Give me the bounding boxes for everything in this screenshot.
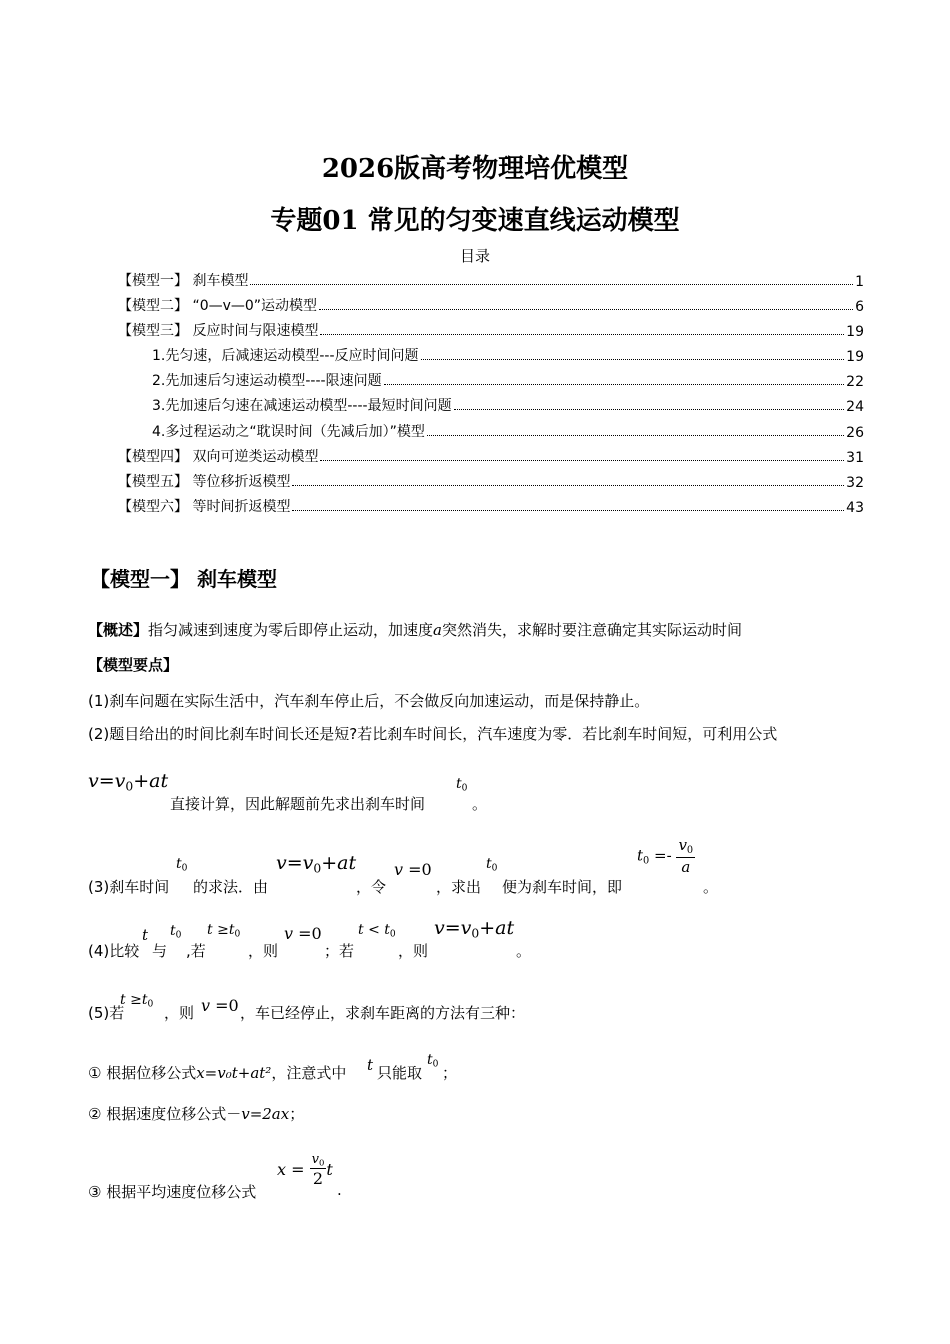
toc-page-number: 1 xyxy=(855,274,864,290)
toc-entry-5[interactable] xyxy=(118,471,864,491)
point-3-text: 的求法．由 xyxy=(193,878,269,896)
toc-page-number: 19 xyxy=(846,349,864,365)
point-2-continued: 直接计算，因此解题前先求出刹车时间 xyxy=(170,795,426,813)
toc-entry-1[interactable] xyxy=(118,270,864,290)
toc-page-number: 31 xyxy=(846,450,864,466)
method-1 xyxy=(88,1062,346,1083)
toc-page-number: 19 xyxy=(846,324,864,340)
toc-leader xyxy=(319,309,853,310)
toc-leader xyxy=(454,409,845,410)
toc-entry-label: 【模型一】 刹车模型 xyxy=(118,273,249,289)
toc-page-number: 32 xyxy=(846,475,864,491)
formula-displacement: x=v₀t+at² xyxy=(196,1064,272,1082)
point-4: (4)比较 xyxy=(88,942,140,960)
formula-v-equals-0: v =0 xyxy=(284,924,322,943)
toc-leader xyxy=(292,510,844,511)
document-subtitle: 专题01 常见的匀变速直线运动模型 xyxy=(270,206,680,236)
toc-leader xyxy=(250,284,853,285)
point-4-text: ，则 xyxy=(248,942,279,960)
formula-t: t xyxy=(142,926,149,944)
method-2-text: ② 根据速度位移公式－ xyxy=(88,1105,242,1123)
toc-entry-label: 【模型四】 双向可逆类运动模型 xyxy=(118,449,319,465)
point-1: (1)刹车问题在实际生活中，汽车刹车停止后，不会做反向加速运动，而是保持静止。 xyxy=(88,692,650,710)
formula-v-equals-0: v =0 xyxy=(394,860,432,879)
formula-t: t xyxy=(367,1056,374,1074)
toc-leader xyxy=(320,334,844,335)
formula-t0: $t_0$ xyxy=(427,1052,439,1070)
section-heading: 【模型一】 刹车模型 xyxy=(90,567,277,591)
method-1-text: ，注意式中 xyxy=(271,1064,347,1082)
point-3: (3)刹车时间 xyxy=(88,878,170,896)
toc-entry-label: 1.先匀速，后减速运动模型---反应时间问题 xyxy=(152,348,419,364)
toc-leader xyxy=(384,384,845,385)
formula-t-geq-t0: $t \ge t_0$ xyxy=(207,922,241,940)
point-5-text: ，则 xyxy=(164,1004,195,1022)
point-3-text: 便为刹车时间，即 xyxy=(502,878,623,896)
toc-leader xyxy=(427,435,844,436)
point-5-text: ，车已经停止，求刹车距离的方法有三种： xyxy=(240,1004,526,1022)
key-points-label: 【模型要点】 xyxy=(88,656,179,674)
toc-entry-3-3[interactable] xyxy=(152,395,864,415)
formula-t0: $t_0$ xyxy=(486,856,498,874)
toc-page-number: 22 xyxy=(846,374,864,390)
formula-v-v0-at: $v=v_0+at$ xyxy=(88,770,169,794)
formula-v-v0-at: $v=v_0+at$ xyxy=(276,852,357,876)
point-4-text: 与 xyxy=(152,942,168,960)
point-2: (2)题目给出的时间比刹车时间长还是短?若比刹车时间长，汽车速度为零．若比刹车时间短，可利用公式 xyxy=(88,725,778,743)
document-title: 2026版高考物理培优模型 xyxy=(321,154,629,184)
toc-leader xyxy=(320,460,844,461)
point-4-text: ，则 xyxy=(398,942,429,960)
point-4-text: ,若 xyxy=(186,942,206,960)
point-4-text: ；若 xyxy=(324,942,355,960)
point-3-end: 。 xyxy=(703,878,719,896)
toc-entry-label: 【模型三】 反应时间与限速模型 xyxy=(118,323,319,339)
toc-caption: 目录 xyxy=(459,247,490,265)
point-3-text: ，令 xyxy=(356,878,387,896)
toc-entry-2[interactable] xyxy=(118,295,864,315)
toc-entry-label: 【模型五】 等位移折返模型 xyxy=(118,474,291,490)
acceleration-symbol: a xyxy=(433,621,442,639)
method-2 xyxy=(88,1103,304,1124)
overview-text: 突然消失，求解时要注意确定其实际运动时间 xyxy=(441,621,742,639)
toc-page-number: 43 xyxy=(846,500,864,516)
formula-average-velocity: x = $\frac{v_0}{2}$ t xyxy=(277,1152,333,1188)
toc-leader xyxy=(292,485,844,486)
formula-t0: $t_0$ xyxy=(456,776,468,794)
formula-t0: $t_0$ xyxy=(176,856,188,874)
formula-t-lt-t0: $t < t_0$ xyxy=(358,922,396,940)
formula-t-geq-t0: $t \ge t_0$ xyxy=(120,992,154,1010)
toc-entry-4[interactable] xyxy=(118,446,864,466)
overview-label: 【概述】 xyxy=(88,621,149,639)
toc-entry-3-1[interactable] xyxy=(152,345,864,365)
overview-paragraph xyxy=(88,619,742,640)
toc-entry-3-2[interactable] xyxy=(152,370,864,390)
method-2-text: ； xyxy=(289,1105,305,1123)
toc-entry-6[interactable] xyxy=(118,496,864,516)
formula-t0: $t_0$ xyxy=(170,923,182,941)
toc-page-number: 24 xyxy=(846,399,864,415)
toc-page-number: 26 xyxy=(846,425,864,441)
formula-v-equals-0: v =0 xyxy=(201,996,239,1015)
toc-page-number: 6 xyxy=(855,299,864,315)
toc-entry-3-4[interactable] xyxy=(152,421,864,441)
point-2-end: 。 xyxy=(472,795,488,813)
toc-entry-label: 2.先加速后匀速运动模型----限速问题 xyxy=(152,373,382,389)
method-1-text: ① 根据位移公式 xyxy=(88,1064,197,1082)
toc-leader xyxy=(421,359,845,360)
formula-velocity-displacement: v=2ax xyxy=(241,1105,290,1123)
toc-entry-label: 【模型二】 “0—v—0”运动模型 xyxy=(118,298,318,314)
point-5: (5)若 xyxy=(88,1004,125,1022)
formula-v-v0-at: $v=v_0+at$ xyxy=(434,917,515,941)
point-3-text: ，求出 xyxy=(436,878,482,896)
formula-t0-neg-v0-over-a: $t_0$ =- $\frac{v_0}{a}$ xyxy=(637,836,694,876)
toc-entry-3[interactable] xyxy=(118,320,864,340)
point-4-end: 。 xyxy=(516,942,532,960)
toc-entry-label: 【模型六】 等时间折返模型 xyxy=(118,499,291,515)
overview-text: 指匀减速到速度为零后即停止运动，加速度 xyxy=(148,621,434,639)
method-3: ③ 根据平均速度位移公式 xyxy=(88,1183,257,1201)
toc-entry-label: 3.先加速后匀速在减速运动模型----最短时间问题 xyxy=(152,398,452,414)
method-1-text: 只能取 xyxy=(377,1064,423,1082)
method-3-end: . xyxy=(337,1181,342,1199)
method-1-end: ； xyxy=(442,1064,458,1082)
toc-entry-label: 4.多过程运动之“耽误时间（先减后加）”模型 xyxy=(152,424,425,440)
